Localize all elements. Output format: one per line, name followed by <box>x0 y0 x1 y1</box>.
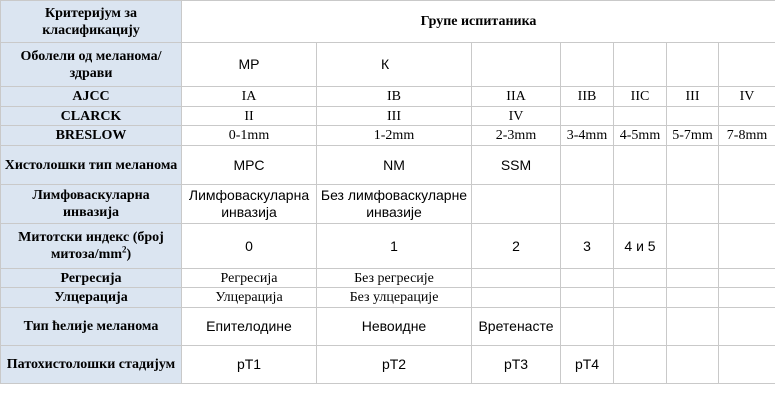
value-cell: IV <box>719 87 775 107</box>
value-cell: IV <box>472 107 561 126</box>
criterion-text-end: ) <box>126 247 132 262</box>
value-cell: III <box>667 87 719 107</box>
table-row <box>1 126 775 146</box>
table-row <box>1 43 775 87</box>
value-cell <box>561 107 614 126</box>
value-cell <box>472 185 561 224</box>
value-cell: 1-2mm <box>317 126 472 146</box>
value-cell: IA <box>182 87 317 107</box>
criterion-cell: BRESLOW <box>1 126 182 146</box>
criterion-cell: Улцерација <box>1 288 182 308</box>
value-cell: Улцерација <box>182 288 317 308</box>
value-cell <box>561 146 614 185</box>
value-cell <box>667 43 719 87</box>
criterion-cell: AJCC <box>1 87 182 107</box>
value-cell <box>561 308 614 346</box>
value-cell: К <box>317 43 472 87</box>
value-cell <box>614 146 667 185</box>
value-cell <box>667 224 719 269</box>
value-cell: рТ1 <box>182 346 317 384</box>
table-row <box>1 146 775 185</box>
value-cell: Без улцерације <box>317 288 472 308</box>
value-cell <box>614 346 667 384</box>
value-cell: IIB <box>561 87 614 107</box>
value-cell: III <box>317 107 472 126</box>
value-cell: IB <box>317 87 472 107</box>
value-cell: 2 <box>472 224 561 269</box>
value-cell <box>667 107 719 126</box>
value-cell <box>561 288 614 308</box>
value-cell <box>667 146 719 185</box>
value-cell <box>472 43 561 87</box>
value-cell: 0-1mm <box>182 126 317 146</box>
value-cell: 3 <box>561 224 614 269</box>
value-cell <box>614 269 667 288</box>
criterion-cell: Тип ћелије меланома <box>1 308 182 346</box>
value-cell <box>667 185 719 224</box>
value-cell <box>719 224 775 269</box>
table-row <box>1 346 775 384</box>
value-cell: Без регресије <box>317 269 472 288</box>
value-cell: 4 и 5 <box>614 224 667 269</box>
value-cell: Регресија <box>182 269 317 288</box>
value-cell <box>719 346 775 384</box>
value-cell: 1 <box>317 224 472 269</box>
table-row <box>1 224 775 269</box>
criterion-text: Митотски индекс (број митоза/mm <box>18 230 164 262</box>
value-cell <box>719 43 775 87</box>
criterion-cell <box>1 224 182 269</box>
value-cell <box>667 288 719 308</box>
value-cell <box>719 269 775 288</box>
criterion-cell: Патохистолошки стадијум <box>1 346 182 384</box>
value-cell <box>561 185 614 224</box>
value-cell <box>614 43 667 87</box>
value-cell: IIA <box>472 87 561 107</box>
value-cell: Невоидне <box>317 308 472 346</box>
value-cell <box>719 288 775 308</box>
value-cell <box>719 146 775 185</box>
criterion-cell: Лимфоваскуларна инвазија <box>1 185 182 224</box>
value-cell <box>667 269 719 288</box>
value-cell <box>614 308 667 346</box>
table-row <box>1 288 775 308</box>
groups-header: Групе испитаника <box>182 1 775 43</box>
value-cell: Вретенасте <box>472 308 561 346</box>
value-cell <box>472 269 561 288</box>
table-row <box>1 87 775 107</box>
value-cell: Лимфоваскуларна инвазија <box>182 185 317 224</box>
table-row <box>1 269 775 288</box>
value-cell <box>719 185 775 224</box>
table-row <box>1 185 775 224</box>
criterion-cell: Регресија <box>1 269 182 288</box>
value-cell: SSM <box>472 146 561 185</box>
value-cell: 3-4mm <box>561 126 614 146</box>
value-cell: 5-7mm <box>667 126 719 146</box>
value-cell: IIC <box>614 87 667 107</box>
value-cell: 2-3mm <box>472 126 561 146</box>
value-cell: 7-8mm <box>719 126 775 146</box>
value-cell <box>667 308 719 346</box>
value-cell: NM <box>317 146 472 185</box>
value-cell: 4-5mm <box>614 126 667 146</box>
value-cell <box>719 308 775 346</box>
criterion-cell: Оболели од меланома/здрави <box>1 43 182 87</box>
value-cell: рТ2 <box>317 346 472 384</box>
value-cell: Без лимфоваскуларне инвазије <box>317 185 472 224</box>
criterion-cell: CLARCK <box>1 107 182 126</box>
value-cell <box>667 346 719 384</box>
value-cell: рТ3 <box>472 346 561 384</box>
value-cell <box>614 288 667 308</box>
value-cell: МРС <box>182 146 317 185</box>
value-cell: Епителодине <box>182 308 317 346</box>
value-cell <box>614 185 667 224</box>
value-cell: II <box>182 107 317 126</box>
criterion-cell: Хистолошки тип меланома <box>1 146 182 185</box>
criterion-superscript: 2 <box>121 244 127 255</box>
header-row <box>1 1 775 43</box>
value-cell <box>614 107 667 126</box>
value-cell: 0 <box>182 224 317 269</box>
value-cell <box>561 269 614 288</box>
table-row <box>1 107 775 126</box>
criterion-header: Критеријум за класификацију <box>1 1 182 43</box>
value-cell: рТ4 <box>561 346 614 384</box>
value-cell <box>719 107 775 126</box>
value-cell: МР <box>182 43 317 87</box>
value-cell <box>472 288 561 308</box>
value-cell <box>561 43 614 87</box>
table-row <box>1 308 775 346</box>
